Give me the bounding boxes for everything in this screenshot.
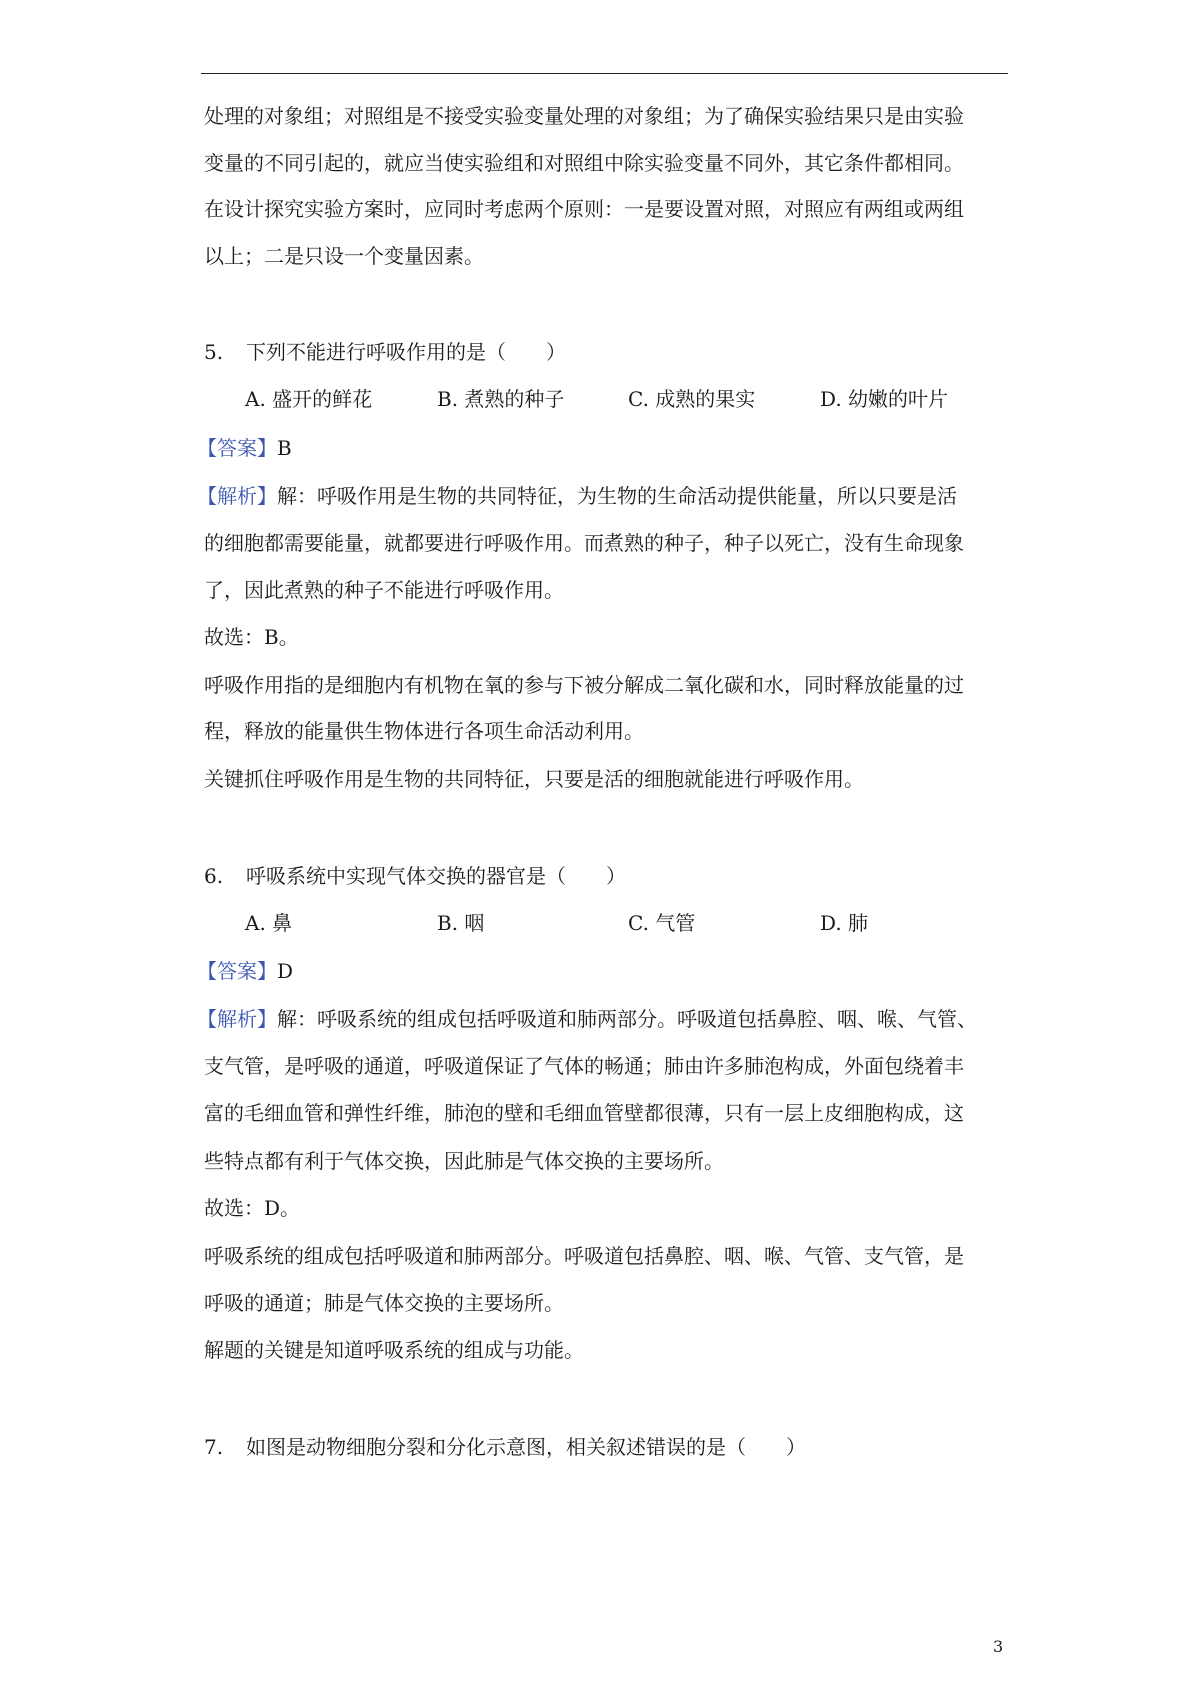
option-d: D. 肺 bbox=[820, 911, 869, 935]
analysis-text: 解：呼吸系统的组成包括呼吸道和肺两部分。呼吸道包括鼻腔、咽、喉、气管、 bbox=[277, 1007, 977, 1031]
analysis-tag: 【解析】 bbox=[197, 484, 277, 508]
analysis-line: 故选：B。 bbox=[204, 625, 299, 649]
analysis-line: 呼吸的通道；肺是气体交换的主要场所。 bbox=[204, 1291, 564, 1315]
question-stem: 如图是动物细胞分裂和分化示意图，相关叙述错误的是（ ） bbox=[246, 1435, 806, 1459]
analysis-line: 程，释放的能量供生物体进行各项生命活动利用。 bbox=[204, 719, 644, 743]
answer-line bbox=[197, 958, 293, 984]
analysis-line: 呼吸作用指的是细胞内有机物在氧的参与下被分解成二氧化碳和水，同时释放能量的过 bbox=[204, 673, 964, 697]
analysis-line bbox=[197, 1006, 977, 1032]
analysis-line: 呼吸系统的组成包括呼吸道和肺两部分。呼吸道包括鼻腔、咽、喉、气管、支气管，是 bbox=[204, 1244, 964, 1268]
answer-value: B bbox=[277, 436, 292, 460]
question-6-stem-line bbox=[204, 863, 626, 889]
option-b: B. 咽 bbox=[437, 911, 485, 935]
page-number: 3 bbox=[993, 1637, 1004, 1656]
question-number: 7. bbox=[204, 1435, 224, 1459]
option-a: A. 盛开的鲜花 bbox=[245, 387, 373, 411]
question-7-stem-line bbox=[204, 1434, 806, 1460]
analysis-line: 故选：D。 bbox=[204, 1196, 301, 1220]
question-number: 5. bbox=[204, 340, 224, 364]
answer-tag: 【答案】 bbox=[197, 436, 277, 460]
analysis-line bbox=[197, 483, 957, 509]
question-stem: 下列不能进行呼吸作用的是（ ） bbox=[246, 340, 566, 364]
question-number: 6. bbox=[204, 864, 224, 888]
option-a: A. 鼻 bbox=[245, 911, 293, 935]
header-rule bbox=[201, 73, 1008, 74]
question-5-stem-line bbox=[204, 339, 566, 365]
continuation-line: 变量的不同引起的，就应当使实验组和对照组中除实验变量不同外，其它条件都相同。 bbox=[204, 151, 964, 175]
analysis-line: 的细胞都需要能量，就都要进行呼吸作用。而煮熟的种子，种子以死亡，没有生命现象 bbox=[204, 531, 964, 555]
analysis-line: 些特点都有利于气体交换，因此肺是气体交换的主要场所。 bbox=[204, 1149, 724, 1173]
option-c: C. 气管 bbox=[628, 911, 696, 935]
analysis-line: 支气管，是呼吸的通道，呼吸道保证了气体的畅通；肺由许多肺泡构成，外面包绕着丰 bbox=[204, 1054, 964, 1078]
analysis-tag: 【解析】 bbox=[197, 1007, 277, 1031]
analysis-line: 富的毛细血管和弹性纤维，肺泡的壁和毛细血管壁都很薄，只有一层上皮细胞构成，这 bbox=[204, 1101, 964, 1125]
question-stem: 呼吸系统中实现气体交换的器官是（ ） bbox=[246, 864, 626, 888]
analysis-line: 解题的关键是知道呼吸系统的组成与功能。 bbox=[204, 1338, 584, 1362]
answer-line bbox=[197, 435, 292, 461]
answer-value: D bbox=[277, 959, 294, 983]
continuation-line: 在设计探究实验方案时，应同时考虑两个原则：一是要设置对照，对照应有两组或两组 bbox=[204, 197, 964, 221]
option-d: D. 幼嫩的叶片 bbox=[820, 387, 949, 411]
analysis-line: 关键抓住呼吸作用是生物的共同特征，只要是活的细胞就能进行呼吸作用。 bbox=[204, 767, 864, 791]
option-b: B. 煮熟的种子 bbox=[437, 387, 565, 411]
continuation-line: 处理的对象组；对照组是不接受实验变量处理的对象组；为了确保实验结果只是由实验 bbox=[204, 104, 964, 128]
analysis-text: 解：呼吸作用是生物的共同特征，为生物的生命活动提供能量，所以只要是活 bbox=[277, 484, 957, 508]
continuation-line: 以上；二是只设一个变量因素。 bbox=[204, 244, 484, 268]
option-c: C. 成熟的果实 bbox=[628, 387, 756, 411]
analysis-line: 了，因此煮熟的种子不能进行呼吸作用。 bbox=[204, 578, 564, 602]
answer-tag: 【答案】 bbox=[197, 959, 277, 983]
